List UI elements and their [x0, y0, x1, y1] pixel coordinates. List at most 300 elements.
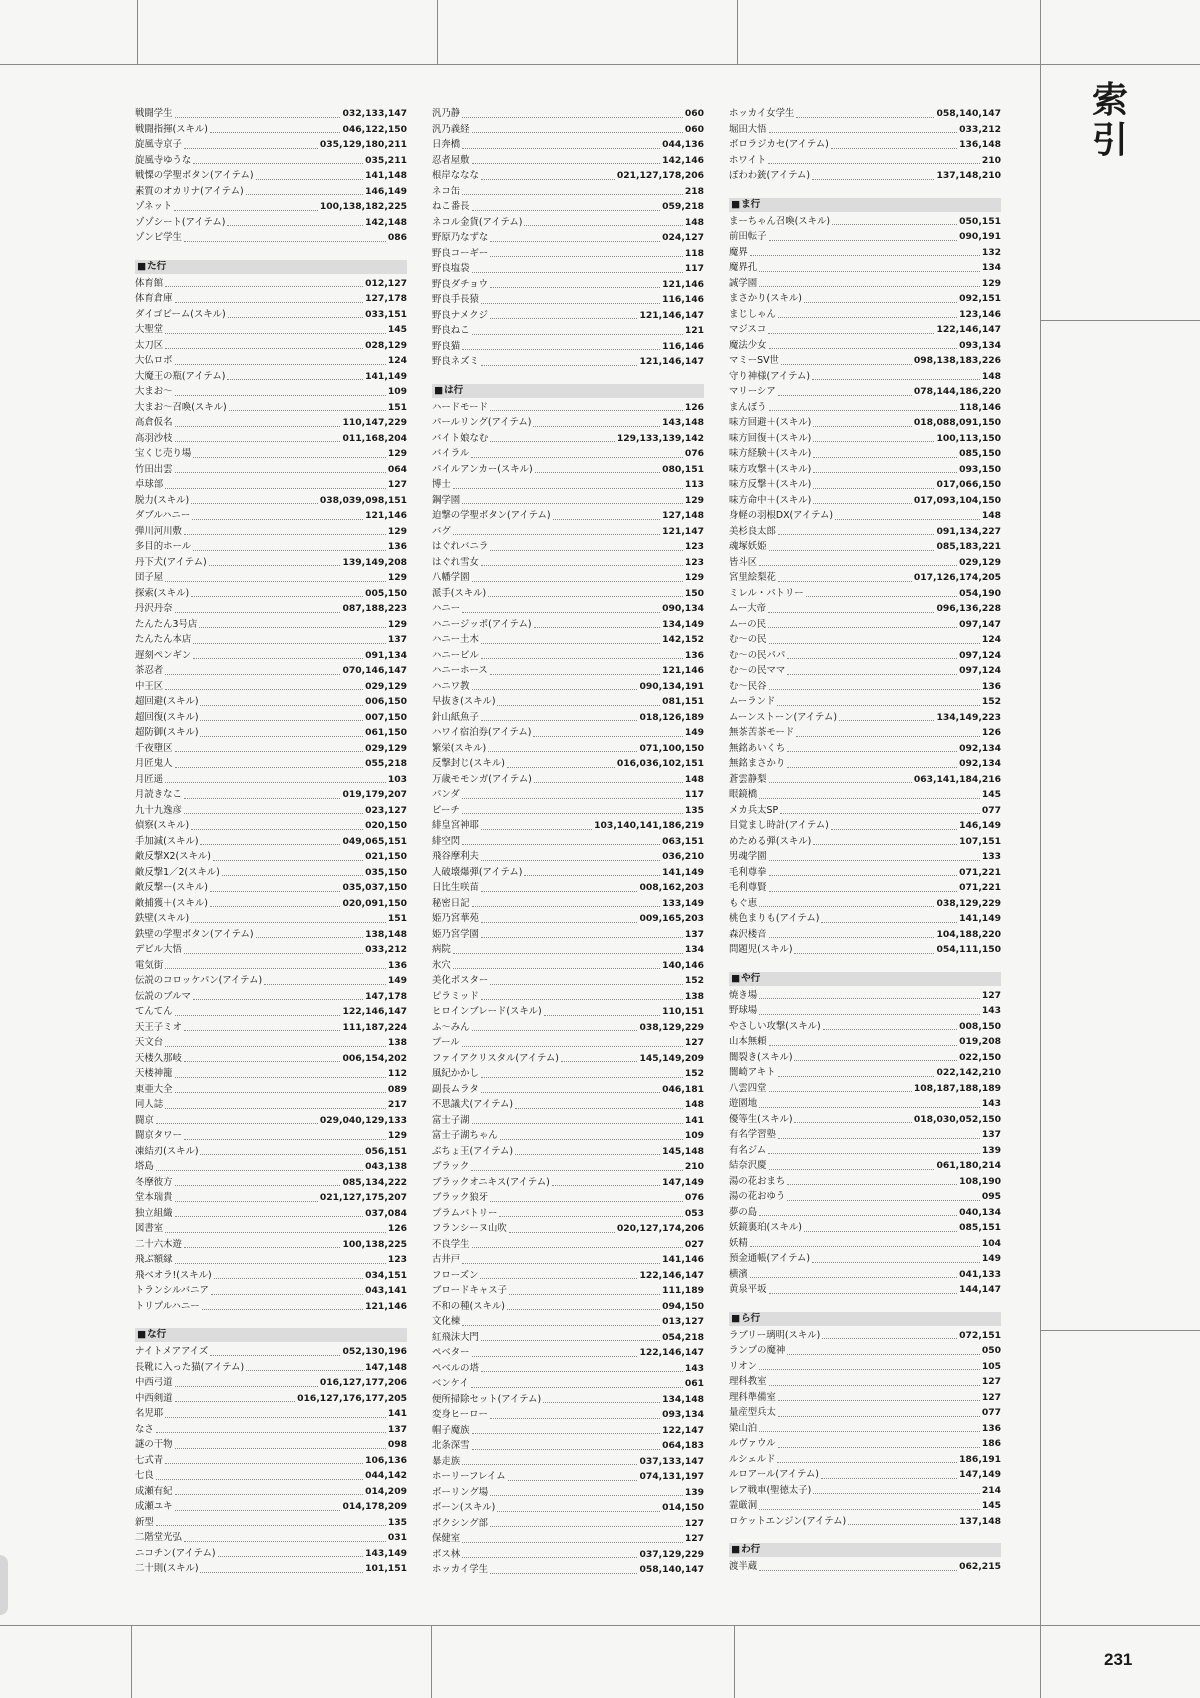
index-entry [729, 493, 1001, 509]
entry-name: 汎乃静 [432, 108, 461, 119]
index-entry [432, 601, 704, 617]
entry-pages: 077 [981, 1407, 1001, 1418]
leader-dots [481, 365, 638, 366]
entry-name: 竹田出雲 [135, 463, 173, 475]
entry-name: 二階堂光弘 [135, 1532, 182, 1543]
entry-pages: 186 [981, 1438, 1001, 1449]
leader-dots [759, 1369, 980, 1370]
index-entry [729, 834, 1001, 850]
leader-dots [184, 241, 386, 242]
entry-pages: 016,127,176,177,205 [297, 1392, 407, 1404]
leader-dots [472, 581, 683, 582]
entry-pages: 141,149 [662, 866, 704, 878]
entry-pages: 143,148 [662, 417, 704, 428]
leader-dots [165, 968, 386, 969]
entry-pages: 137 [684, 928, 704, 940]
index-entry [432, 803, 704, 819]
entry-name: 野球場 [729, 1005, 758, 1016]
entry-pages: 129 [684, 494, 704, 506]
entry-pages: 148 [684, 216, 704, 228]
entry-pages: 145,148 [662, 1145, 704, 1157]
entry-name: 大聖堂 [135, 324, 164, 335]
leader-dots [769, 1169, 935, 1170]
entry-pages: 014,178,209 [342, 1501, 407, 1512]
index-entry [432, 1454, 704, 1470]
entry-pages: 031 [387, 1532, 407, 1543]
index-entry [729, 415, 1001, 431]
entry-name: 堀田大悟 [729, 123, 767, 135]
entry-pages: 100,113,150 [936, 432, 1001, 444]
index-entry [729, 524, 1001, 540]
leader-dots [462, 612, 660, 613]
entry-pages: 029,129 [365, 680, 407, 692]
entry-pages: 086 [387, 232, 407, 243]
leader-dots [472, 334, 683, 335]
leader-dots [750, 255, 980, 256]
index-entry [432, 137, 704, 153]
entry-name: 旋風寺京子 [135, 139, 182, 150]
entry-name: 宝くじ売り場 [135, 448, 192, 459]
entry-name: 富士子湖 [432, 1114, 470, 1126]
index-entry [135, 694, 407, 710]
entry-name: バイラル [432, 448, 470, 459]
leader-dots [524, 875, 660, 876]
index-entry [135, 849, 407, 865]
index-entry [729, 1467, 1001, 1483]
leader-dots [481, 937, 683, 938]
leader-dots [462, 1542, 683, 1543]
index-entry [135, 927, 407, 943]
entry-name: 毛利尊拳 [729, 866, 767, 878]
entry-pages: 071,221 [959, 866, 1001, 878]
entry-pages: 129 [387, 448, 407, 459]
entry-name: 野良ダチョウ [432, 278, 488, 290]
entry-name: 戦慄の学聖ボタン(アイテム) [135, 170, 254, 181]
index-entry [432, 1330, 704, 1346]
entry-pages: 018,088,091,150 [913, 417, 1001, 428]
entry-pages: 139 [684, 1486, 704, 1498]
leader-dots [175, 1263, 386, 1264]
index-entry [729, 756, 1001, 772]
leader-dots [218, 1556, 364, 1557]
entry-name: ベンケイ [432, 1378, 469, 1389]
index-entry [432, 431, 704, 447]
tick-bottom-3 [734, 1625, 735, 1698]
entry-name: 優等生(スキル) [729, 1113, 793, 1125]
entry-pages: 136 [981, 680, 1001, 692]
entry-name: 高倉仮名 [135, 417, 173, 428]
index-entry [135, 617, 407, 633]
leader-dots [499, 1216, 682, 1217]
entry-pages: 124 [387, 355, 407, 366]
entry-name: 中王区 [135, 680, 164, 692]
entry-pages: 129 [387, 525, 407, 537]
index-entry [432, 1221, 704, 1237]
entry-name: 月読きなこ [135, 789, 182, 800]
leader-dots [769, 643, 980, 644]
leader-dots [453, 534, 660, 535]
index-entry [135, 477, 407, 493]
entry-pages: 027 [684, 1238, 704, 1250]
entry-pages: 064 [387, 463, 407, 475]
entry-name: 焼き場 [729, 989, 758, 1001]
entry-pages: 143,149 [365, 1547, 407, 1559]
entry-pages: 085,134,222 [342, 1176, 407, 1188]
entry-pages: 054,190 [959, 587, 1001, 599]
entry-pages: 129 [387, 618, 407, 630]
index-entry [729, 911, 1001, 927]
entry-name: 夢の島 [729, 1206, 758, 1218]
index-entry [729, 663, 1001, 679]
index-entry [729, 1143, 1001, 1159]
leader-dots [497, 705, 660, 706]
entry-name: 帽子魔族 [432, 1424, 470, 1436]
entry-name: 前田転子 [729, 231, 767, 242]
entry-name: 味方命中＋(スキル) [729, 494, 812, 506]
entry-pages: 029,040,129,133 [319, 1114, 407, 1126]
entry-name: 飛べオラ!(スキル) [135, 1269, 212, 1281]
entry-name: 理科準備室 [729, 1391, 776, 1403]
entry-name: 東亜大全 [135, 1083, 173, 1095]
index-entry [432, 1190, 704, 1206]
index-entry [729, 322, 1001, 338]
leader-dots [175, 1201, 318, 1202]
leader-dots [778, 317, 957, 318]
entry-pages: 020,091,150 [342, 897, 407, 909]
leader-dots [222, 875, 363, 876]
entry-name: 闇崎アキト [729, 1067, 776, 1078]
index-entry [432, 1485, 704, 1501]
entry-pages: 121,146 [365, 510, 407, 521]
entry-name: ボーン(スキル) [432, 1502, 496, 1513]
entry-pages: 126 [684, 401, 704, 413]
index-entry [729, 462, 1001, 478]
index-entry [729, 384, 1001, 400]
index-entry [135, 1051, 407, 1067]
leader-dots [246, 194, 363, 195]
entry-name: 変身ヒーロー [432, 1409, 488, 1420]
leader-dots [481, 1340, 660, 1341]
index-entry [729, 1205, 1001, 1221]
index-entry [432, 942, 704, 958]
entry-name: 中西剣道 [135, 1392, 173, 1404]
entry-name: フローズン [432, 1269, 479, 1281]
index-column-2 [432, 106, 704, 1578]
entry-pages: 085,151 [959, 1222, 1001, 1233]
index-entry [729, 276, 1001, 292]
entry-pages: 122,146,147 [936, 324, 1001, 335]
leader-dots [165, 1417, 386, 1418]
leader-dots [193, 643, 386, 644]
leader-dots [778, 581, 912, 582]
entry-pages: 152 [684, 1068, 704, 1079]
leader-dots [156, 1123, 318, 1124]
leader-dots [229, 410, 386, 411]
index-entry [729, 1158, 1001, 1174]
tick-bottom-2 [431, 1625, 432, 1698]
entry-pages: 122,147 [662, 1424, 704, 1436]
leader-dots [490, 287, 660, 288]
entry-pages: 061 [684, 1378, 704, 1389]
index-entry [432, 493, 704, 509]
index-entry [135, 834, 407, 850]
entry-pages: 109 [387, 386, 407, 397]
leader-dots [812, 379, 980, 380]
index-entry [729, 1405, 1001, 1421]
leader-dots [768, 627, 957, 628]
leader-dots [210, 132, 341, 133]
entry-name: ルロアール(アイテム) [729, 1469, 819, 1480]
entry-pages: 019,208 [959, 1036, 1001, 1047]
leader-dots [490, 1573, 638, 1574]
entry-name: 脱力(スキル) [135, 494, 190, 506]
entry-pages: 081,151 [662, 696, 704, 707]
leader-dots [175, 1401, 296, 1402]
index-entry [135, 291, 407, 307]
index-entry [135, 184, 407, 200]
leader-dots [813, 1493, 979, 1494]
leader-dots [246, 1370, 363, 1371]
index-entry [432, 168, 704, 184]
entry-pages: 035,150 [365, 866, 407, 878]
entry-name: ブラックオニキス(アイテム) [432, 1176, 550, 1188]
entry-pages: 022,142,210 [936, 1067, 1001, 1078]
tick-right-2 [1040, 1330, 1200, 1331]
index-entry [432, 1314, 704, 1330]
entry-pages: 050,151 [959, 215, 1001, 227]
index-entry [729, 1483, 1001, 1499]
leader-dots [175, 1510, 341, 1511]
entry-pages: 137,148,210 [936, 170, 1001, 181]
entry-name: 戦闘学生 [135, 108, 173, 119]
entry-pages: 036,210 [662, 851, 704, 862]
index-entry [432, 323, 704, 339]
entry-name: 伝説のブルマ [135, 990, 191, 1002]
index-entry [432, 1531, 704, 1547]
entry-name: 迫撃の学聖ボタン(アイテム) [432, 510, 551, 521]
entry-pages: 014,150 [662, 1502, 704, 1513]
entry-pages: 186,191 [959, 1453, 1001, 1465]
entry-name: ハニービル [432, 649, 479, 661]
entry-pages: 097,124 [959, 665, 1001, 676]
leader-dots [821, 1478, 957, 1479]
index-entry [135, 137, 407, 153]
entry-name: 皆斗区 [729, 556, 758, 568]
index-entry [432, 1082, 704, 1098]
entry-name: ネコ缶 [432, 185, 461, 197]
entry-pages: 021,127,178,206 [616, 170, 704, 181]
entry-pages: 090,134,191 [639, 680, 704, 692]
entry-name: デビル大悟 [135, 944, 182, 955]
leader-dots [759, 906, 934, 907]
leader-dots [213, 860, 363, 861]
leader-dots [806, 596, 958, 597]
leader-dots [156, 1525, 386, 1526]
leader-dots [175, 302, 364, 303]
index-entry [432, 1237, 704, 1253]
entry-pages: 121,146 [662, 665, 704, 676]
entry-name: まんぼう [729, 401, 767, 413]
index-entry [135, 307, 407, 323]
entry-name: パンダ [432, 789, 460, 800]
leader-dots [227, 379, 363, 380]
entry-pages: 126 [981, 727, 1001, 738]
leader-dots [813, 488, 934, 489]
index-entry [432, 1469, 704, 1485]
index-entry [432, 1004, 704, 1020]
entry-name: ヒロインブレード(スキル) [432, 1006, 542, 1017]
entry-pages: 011,168,204 [342, 432, 407, 444]
entry-pages: 127 [387, 479, 407, 490]
index-entry [135, 1406, 407, 1422]
bottom-border [0, 1625, 1200, 1626]
entry-pages: 037,133,147 [639, 1455, 704, 1467]
entry-pages: 087,188,223 [342, 603, 407, 614]
entry-pages: 141,148 [365, 170, 407, 181]
entry-name: ロケットエンジン(アイテム) [729, 1515, 847, 1527]
leader-dots [193, 658, 363, 659]
entry-pages: 144,147 [959, 1284, 1001, 1295]
leader-dots [507, 767, 615, 768]
entry-pages: 091,134,227 [936, 525, 1001, 537]
entry-pages: 117 [684, 789, 704, 800]
index-entry [729, 446, 1001, 462]
index-entry [729, 1003, 1001, 1019]
entry-name: ホワイト [729, 154, 767, 166]
leader-dots [769, 891, 958, 892]
entry-name: 不良学生 [432, 1238, 470, 1250]
entry-name: 超回復(スキル) [135, 711, 199, 723]
entry-name: 毛利尊賢 [729, 882, 767, 893]
leader-dots [759, 1509, 980, 1510]
index-entry [432, 679, 704, 695]
index-entry [432, 555, 704, 571]
entry-pages: 151 [387, 401, 407, 413]
leader-dots [769, 860, 980, 861]
leader-dots [813, 426, 912, 427]
index-entry [729, 1452, 1001, 1468]
entry-pages: 016,036,102,151 [616, 758, 704, 769]
index-entry [135, 276, 407, 292]
index-entry [135, 1344, 407, 1360]
leader-dots [507, 1309, 660, 1310]
index-entry [729, 679, 1001, 695]
index-entry [135, 369, 407, 385]
leader-dots [813, 503, 912, 504]
entry-pages: 141,146 [662, 1254, 704, 1265]
leader-dots [165, 1108, 386, 1109]
leader-dots [453, 488, 683, 489]
leader-dots [156, 1479, 363, 1480]
index-entry [432, 849, 704, 865]
leader-dots [165, 488, 386, 489]
leader-dots [759, 1570, 957, 1571]
entry-name: 闘京タワー [135, 1130, 182, 1141]
entry-pages: 035,211 [365, 154, 407, 166]
index-entry [729, 1282, 1001, 1298]
entry-name: ホッカイ女学生 [729, 108, 795, 119]
leader-dots [490, 241, 660, 242]
index-entry [432, 632, 704, 648]
leader-dots [184, 953, 363, 954]
entry-pages: 020,150 [365, 820, 407, 831]
index-entry [135, 989, 407, 1005]
entry-name: 探索(スキル) [135, 587, 190, 599]
entry-name: 千夜墮区 [135, 742, 173, 754]
index-entry [432, 308, 704, 324]
leader-dots [480, 1278, 637, 1279]
leader-dots [174, 210, 317, 211]
entry-pages: 037,129,229 [639, 1548, 704, 1560]
entry-pages: 122,146,147 [342, 1006, 407, 1017]
index-entry [135, 199, 407, 215]
entry-name: ルヴァウル [729, 1438, 776, 1449]
leader-dots [256, 937, 364, 938]
index-entry [135, 958, 407, 974]
index-entry [135, 942, 407, 958]
entry-name: 暴走族 [432, 1455, 461, 1467]
leader-dots [175, 395, 386, 396]
entry-pages: 118 [684, 247, 704, 259]
leader-dots [165, 333, 386, 334]
leader-dots [472, 1030, 638, 1031]
leader-dots [769, 132, 958, 133]
entry-name: 闘京 [135, 1114, 154, 1126]
leader-dots [471, 457, 683, 458]
entry-name: 北条深雪 [432, 1440, 470, 1451]
entry-name: 大まお〜召喚(スキル) [135, 401, 227, 413]
index-entry [729, 927, 1001, 943]
entry-name: 保健室 [432, 1533, 461, 1544]
entry-name: 日比生咲苗 [432, 882, 479, 893]
index-entry [135, 168, 407, 184]
index-entry [135, 1237, 407, 1253]
entry-pages: 145 [387, 324, 407, 335]
entry-name: 月匠遥 [135, 773, 164, 785]
leader-dots [481, 891, 638, 892]
entry-name: 味方経験＋(スキル) [729, 448, 812, 459]
entry-name: 太刀区 [135, 339, 164, 351]
index-entry [729, 865, 1001, 881]
entry-pages: 060 [684, 123, 704, 135]
entry-name: 姫乃宮華苑 [432, 913, 479, 924]
entry-name: ホッカイ学生 [432, 1564, 488, 1575]
index-entry [135, 1066, 407, 1082]
entry-name: 弾川河川敷 [135, 525, 182, 537]
entry-name: 問題児(スキル) [729, 944, 793, 955]
index-entry [729, 1096, 1001, 1112]
entry-pages: 121,146 [365, 1300, 407, 1312]
entry-name: 姫乃宮学園 [432, 928, 479, 940]
entry-pages: 052,130,196 [342, 1346, 407, 1357]
index-entry [729, 1034, 1001, 1050]
entry-name: バグ [432, 525, 451, 537]
index-entry [729, 1421, 1001, 1437]
entry-name: ダイゴビーム(スキル) [135, 308, 226, 320]
entry-pages: 013,127 [662, 1316, 704, 1327]
entry-name: 秘密日記 [432, 897, 470, 909]
leader-dots [227, 225, 363, 226]
index-entry [729, 477, 1001, 493]
entry-pages: 037,084 [365, 1207, 407, 1219]
leader-dots [462, 844, 660, 845]
entry-pages: 029,129 [959, 556, 1001, 568]
index-column-3 [729, 106, 1001, 1575]
entry-name: 超回避(スキル) [135, 696, 199, 707]
index-entry [729, 601, 1001, 617]
tick-top-2 [437, 0, 438, 64]
index-entry [135, 570, 407, 586]
